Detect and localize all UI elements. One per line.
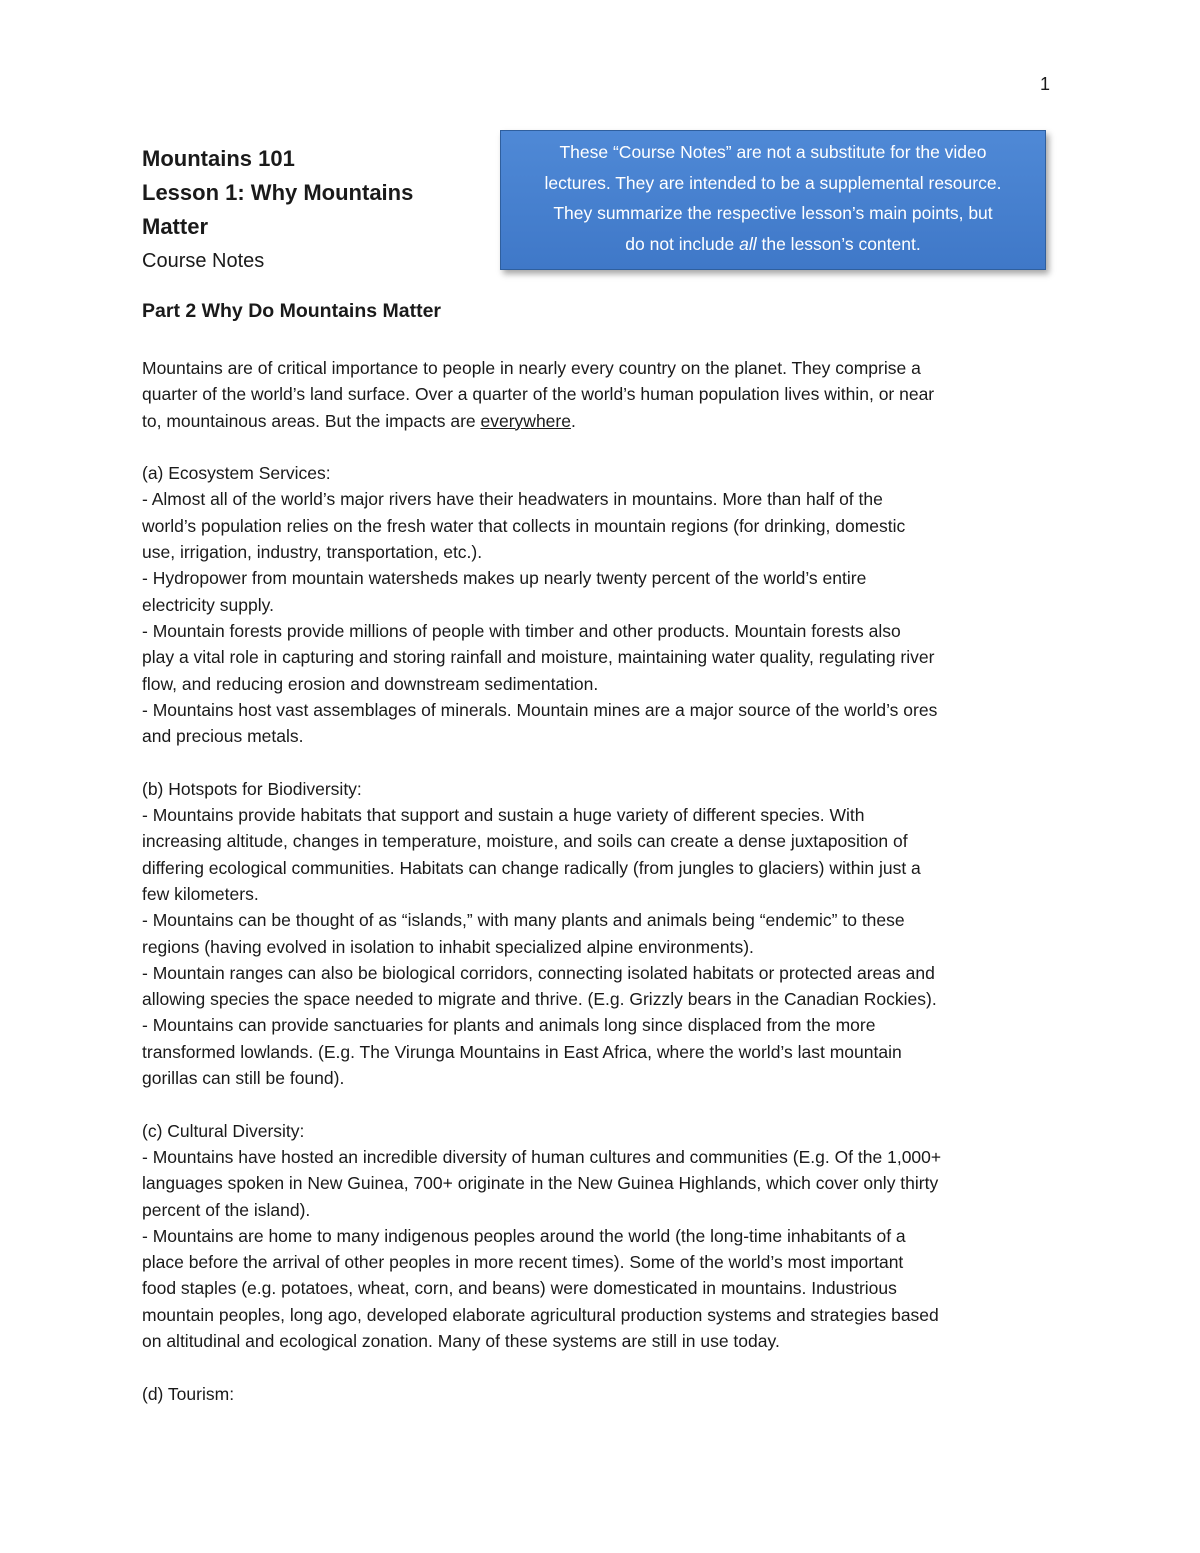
body-line: - Mountain forests provide millions of people with timber and other products. Mountain forests also bbox=[142, 620, 901, 641]
body-line: mountain peoples, long ago, developed elaborate agricultural production systems and strategies based bbox=[142, 1304, 939, 1325]
body-line: play a vital role in capturing and storing rainfall and moisture, maintaining water quality, regulating river bbox=[142, 647, 935, 668]
intro-text: to, mountainous areas. But the impacts are bbox=[142, 410, 481, 431]
callout-line: They summarize the respective lesson’s main points, but bbox=[553, 203, 993, 223]
body-line: and precious metals. bbox=[142, 726, 304, 747]
intro-line bbox=[142, 408, 1062, 434]
title-block bbox=[142, 142, 472, 276]
lesson-title-line-1: Lesson 1: Why Mountains bbox=[142, 180, 414, 205]
lesson-title-line-2: Matter bbox=[142, 214, 209, 239]
course-title: Mountains 101 bbox=[142, 146, 295, 171]
subsection-heading: (c) Cultural Diversity: bbox=[142, 1120, 305, 1141]
paragraph-gap bbox=[142, 749, 1062, 775]
body-line: regions (having evolved in isolation to inhabit specialized alpine environments). bbox=[142, 936, 754, 957]
callout-text: the lesson’s content. bbox=[756, 233, 921, 254]
body-line: - Mountains provide habitats that support and sustain a huge variety of different species. With bbox=[142, 805, 865, 826]
disclaimer-callout bbox=[500, 130, 1046, 270]
body-line: languages spoken in New Guinea, 700+ originate in the New Guinea Highlands, which cover only thirty bbox=[142, 1173, 939, 1194]
body-line: food staples (e.g. potatoes, wheat, corn, and beans) were domesticated in mountains. Industrious bbox=[142, 1278, 897, 1299]
paragraph-gap bbox=[142, 1354, 1062, 1380]
callout-line: lectures. They are intended to be a supplemental resource. bbox=[544, 172, 1002, 193]
body-line: transformed lowlands. (E.g. The Virunga Mountains in East Africa, where the world’s last mountain bbox=[142, 1041, 902, 1062]
subtitle: Course Notes bbox=[142, 250, 265, 272]
paragraph-gap bbox=[142, 1091, 1062, 1117]
intro-line: quarter of the world’s land surface. Over a quarter of the world’s human population lives within, or near bbox=[142, 384, 935, 405]
body-line: world’s population relies on the fresh water that collects in mountain regions (for drinking, domestic bbox=[142, 515, 906, 536]
body-line: gorillas can still be found). bbox=[142, 1068, 345, 1089]
body-line: - Mountain ranges can also be biological corridors, connecting isolated habitats or protected areas and bbox=[142, 962, 935, 983]
body-line: - Mountains can be thought of as “islands,” with many plants and animals being “endemic” to these bbox=[142, 910, 905, 931]
body-line: differing ecological communities. Habitats can change radically (from jungles to glaciers) within just a bbox=[142, 857, 921, 878]
body-line: allowing species the space needed to migrate and thrive. (E.g. Grizzly bears in the Canadian Rockies). bbox=[142, 989, 937, 1010]
callout-line bbox=[501, 229, 1045, 260]
body-line: electricity supply. bbox=[142, 594, 274, 615]
body-line: use, irrigation, industry, transportation, etc.). bbox=[142, 542, 483, 563]
body-line: place before the arrival of other peoples in more recent times). Some of the world’s most important bbox=[142, 1252, 904, 1273]
body-line: - Mountains have hosted an incredible diversity of human cultures and communities (E.g. Of the 1,000+ bbox=[142, 1146, 942, 1167]
body-line: increasing altitude, changes in temperature, moisture, and soils can create a dense juxtaposition of bbox=[142, 831, 908, 852]
intro-line: Mountains are of critical importance to people in nearly every country on the planet. They comprise a bbox=[142, 358, 921, 378]
body-line: - Mountains can provide sanctuaries for plants and animals long since displaced from the more bbox=[142, 1015, 876, 1036]
body-line: percent of the island). bbox=[142, 1199, 311, 1220]
subsection-heading: (b) Hotspots for Biodiversity: bbox=[142, 778, 362, 799]
body-line: - Mountains are home to many indigenous peoples around the world (the long-time inhabitants of a bbox=[142, 1225, 906, 1246]
callout-line: These “Course Notes” are not a substitute for the video bbox=[559, 142, 987, 162]
page-number: 1 bbox=[1040, 74, 1051, 94]
subsection-heading: (d) Tourism: bbox=[142, 1383, 235, 1404]
underlined-text: everywhere bbox=[480, 410, 571, 431]
body-line: flow, and reducing erosion and downstream sedimentation. bbox=[142, 673, 599, 694]
subsection-heading: (a) Ecosystem Services: bbox=[142, 463, 331, 484]
body-line: - Almost all of the world’s major rivers have their headwaters in mountains. More than half of the bbox=[142, 489, 883, 510]
body-line: - Hydropower from mountain watersheds makes up nearly twenty percent of the world’s entire bbox=[142, 568, 867, 589]
body-line: on altitudinal and ecological zonation. Many of these systems are still in use today. bbox=[142, 1330, 780, 1351]
body-line: few kilometers. bbox=[142, 883, 259, 904]
callout-text: do not include bbox=[625, 233, 740, 254]
body-text bbox=[142, 355, 1062, 1407]
callout-emphasis: all bbox=[739, 233, 757, 254]
paragraph-gap bbox=[142, 434, 1062, 460]
intro-text: . bbox=[570, 410, 576, 431]
section-heading: Part 2 Why Do Mountains Matter bbox=[142, 300, 442, 322]
body-line: - Mountains host vast assemblages of minerals. Mountain mines are a major source of the world’s ores bbox=[142, 699, 938, 720]
